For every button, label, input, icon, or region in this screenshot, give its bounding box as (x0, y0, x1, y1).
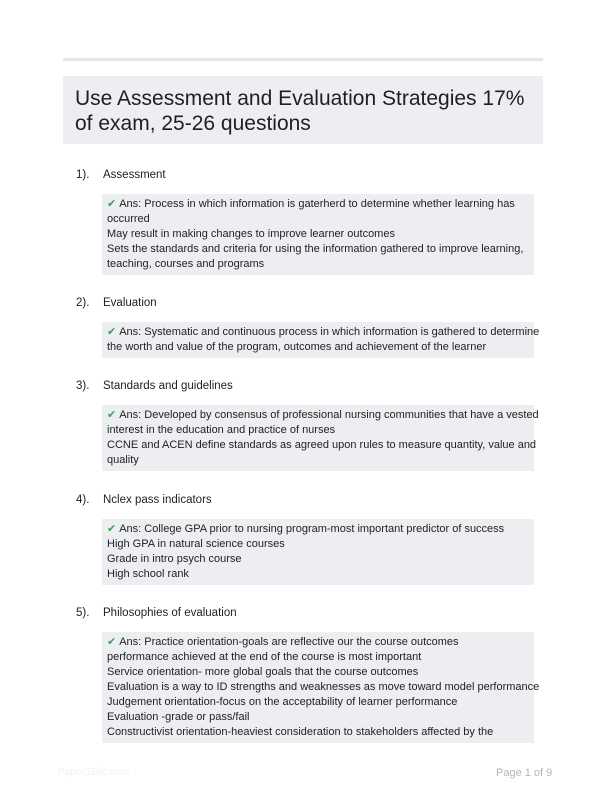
answer-line (107, 522, 529, 537)
answer-box (102, 519, 534, 585)
answer-text: performance achieved at the end of the course is most important (107, 651, 422, 663)
answer-text: Ans: College GPA prior to nursing program-most important predictor of success (119, 523, 505, 535)
answer-line (107, 197, 529, 212)
question-text: Philosophies of evaluation (103, 607, 237, 619)
answer-text: Ans: Process in which information is gaterherd to determine whether learning has (119, 198, 515, 210)
checkmark-icon: ✔ (107, 523, 117, 535)
top-divider (63, 58, 543, 61)
answer-line (107, 227, 529, 242)
question-number: 4). (76, 494, 90, 506)
question-row (0, 494, 606, 512)
answer-line (107, 567, 529, 582)
answer-line (107, 537, 529, 552)
checkmark-icon: ✔ (107, 326, 117, 338)
answer-line (107, 710, 529, 725)
answer-box (102, 405, 539, 471)
answer-line (107, 552, 529, 567)
answer-text: Ans: Systematic and continuous process in which information is gathered to determine (119, 326, 540, 338)
answer-line (107, 423, 529, 438)
answer-text: interest in the education and practice of nurses (107, 424, 336, 436)
answer-text: Ans: Developed by consensus of professional nursing communities that have a vested (119, 409, 539, 421)
answer-line (107, 257, 529, 272)
answer-text: Judgement orientation-focus on the acceptability of learner performance (107, 696, 458, 708)
answer-text: Constructivist orientation-heaviest consideration to stakeholders affected by the (107, 726, 494, 738)
answer-line (107, 635, 529, 650)
checkmark-icon: ✔ (107, 636, 117, 648)
answer-line (107, 665, 529, 680)
question-row (0, 297, 606, 315)
answer-text: the worth and value of the program, outcomes and achievement of the learner (107, 341, 487, 353)
answer-box (102, 632, 540, 743)
question-row (0, 380, 606, 398)
checkmark-icon: ✔ (107, 198, 117, 210)
title-box (63, 76, 543, 144)
question-text: Nclex pass indicators (103, 494, 212, 506)
answer-line (107, 325, 540, 340)
answer-box (102, 194, 534, 275)
question-number: 1). (76, 169, 90, 181)
answer-text: quality (107, 454, 139, 466)
question-row (0, 169, 606, 187)
answer-line (107, 453, 529, 468)
answer-line (107, 650, 529, 665)
answer-text: Evaluation is a way to ID strengths and weaknesses as move toward model performance (107, 681, 540, 693)
question-text: Evaluation (103, 297, 157, 309)
question-number: 5). (76, 607, 90, 619)
answer-text: Grade in intro psych course (107, 553, 242, 565)
answer-text: Service orientation- more global goals that the course outcomes (107, 666, 419, 678)
answer-text: Evaluation -grade or pass/fail (107, 711, 250, 723)
answer-text: High GPA in natural science courses (107, 538, 285, 550)
answer-text: May result in making changes to improve learner outcomes (107, 228, 395, 240)
question-text: Assessment (103, 169, 166, 181)
question-text: Standards and guidelines (103, 380, 233, 392)
answer-line (107, 408, 539, 423)
answer-line (107, 212, 529, 227)
answer-line (107, 680, 540, 695)
answer-line (107, 340, 529, 355)
answer-text: High school rank (107, 568, 189, 580)
answer-line (107, 438, 537, 453)
question-row (0, 607, 606, 625)
page-title: Use Assessment and Evaluation Strategies 17% of exam, 25-26 questions (75, 87, 525, 135)
answer-line (107, 695, 529, 710)
answer-text: CCNE and ACEN define standards as agreed upon rules to measure quantity, value and (107, 439, 537, 451)
answer-text: occurred (107, 213, 150, 225)
page-number: Page 1 of 9 (496, 767, 553, 779)
question-number: 3). (76, 380, 90, 392)
answer-line (107, 725, 529, 740)
answer-text: teaching, courses and programs (107, 258, 265, 270)
checkmark-icon: ✔ (107, 409, 117, 421)
question-number: 2). (76, 297, 90, 309)
answer-line (107, 242, 529, 257)
answer-text: Sets the standards and criteria for using the information gathered to improve learning, (107, 243, 524, 255)
answer-text: Ans: Practice orientation-goals are reflective our the course outcomes (119, 636, 459, 648)
answer-box (102, 322, 540, 358)
footer-watermark: PaperSBlic.com (58, 767, 130, 778)
